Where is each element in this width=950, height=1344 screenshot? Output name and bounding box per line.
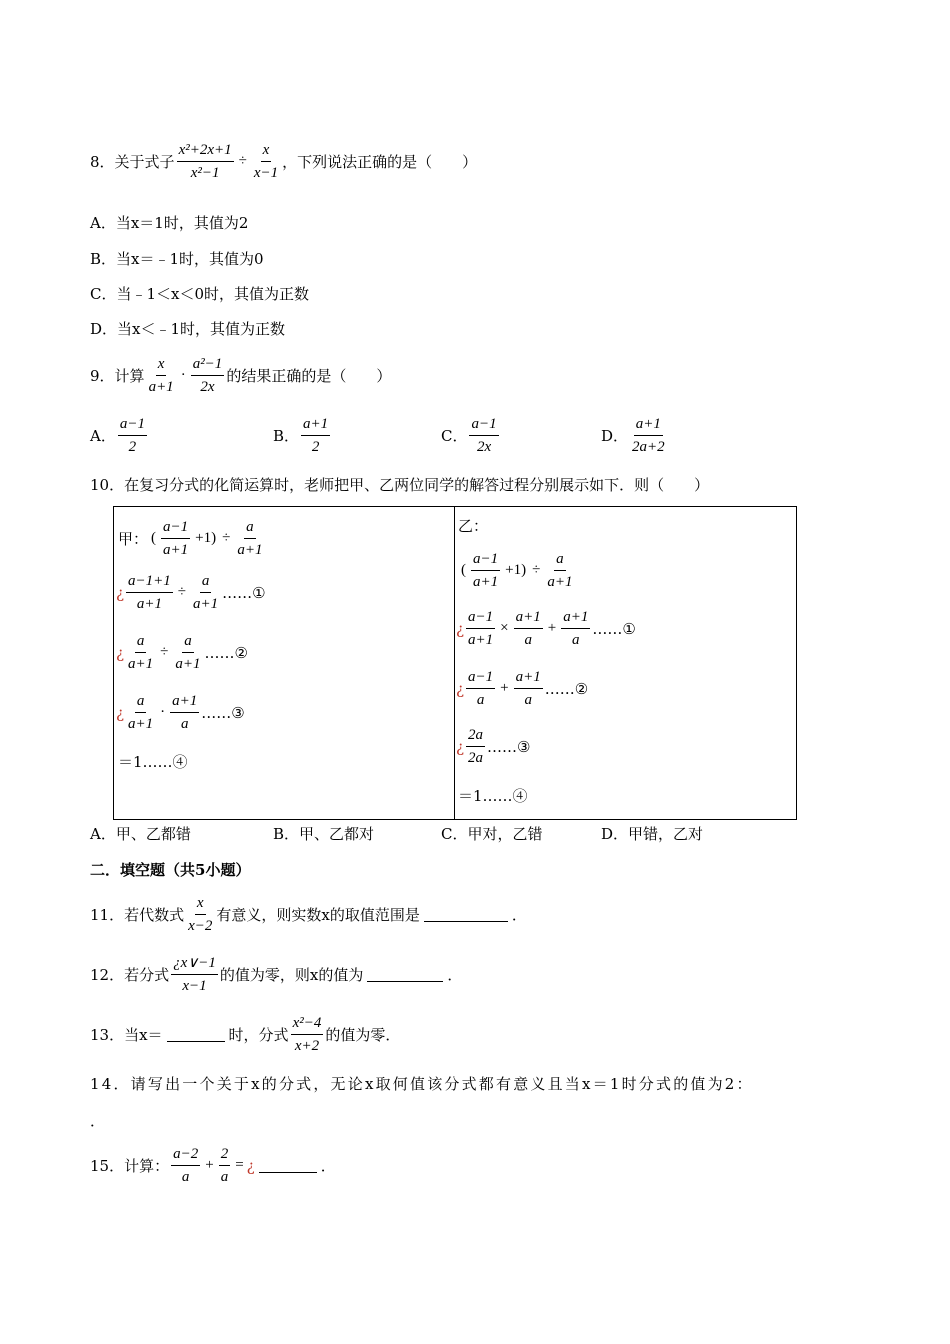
jia-line-4: ＝1……④ [118,753,188,771]
q11-answer-blank[interactable] [424,907,508,922]
q8-stem-tail: ，下列说法正确的是（ ） [282,153,478,171]
q8-fraction-1: $\frac{\text{x²+2x+1}}{\text{x²−1}}$ [178,142,232,181]
q15: 15．计算： $\frac{a-2}{a}$ + $\frac{2}{a}$ = ¿ ． [90,1146,336,1185]
jia-line-0: 甲： ( $\frac{a-1}{a+1}$ +1) ÷ $\frac{a}{a+1}$ [118,519,263,558]
q8-option-a[interactable]: A．当x＝1时，其值为2 [90,214,249,232]
yi-line-0: ( $\frac{a-1}{a+1}$ +1) ÷ $\frac{a}{a+1}$ [461,551,573,590]
q9-option-c[interactable]: C． $\frac{a-1}{2x}$ [441,416,497,455]
yi-line-4: ＝1……④ [458,787,528,805]
q12: 12．若分式 $\frac{¿x\vee-1}{x-1}$ 的值为零，则x的值为 ． [90,955,463,994]
q10-option-a[interactable]: A．甲、乙都错 [90,825,191,843]
jia-line-2: ¿ $\frac{a}{a+1}$ ÷ $\frac{a}{a+1}$ ……② [116,633,248,672]
q9-stem: 9． 计算 $\frac{x}{a+1}$ · $\frac{\text{a²−1}}{2x}$ 的结果正确的是（ ） [90,356,392,395]
jia-line-3: ¿ $\frac{a}{a+1}$ · $\frac{a+1}{a}$ ……③ [116,693,245,732]
q10-solution-table [113,506,797,820]
q14-continuation: ． [90,1112,106,1130]
q8-option-d[interactable]: D．当x＜﹣1时，其值为正数 [90,320,286,338]
table-divider [454,507,455,819]
q10-option-b[interactable]: B．甲、乙都对 [273,825,375,843]
q14: 14．请写出一个关于x的分式，无论x取何值该分式都有意义且当x＝1时分式的值为2： [90,1075,754,1093]
q10-option-c[interactable]: C．甲对，乙错 [441,825,543,843]
q12-answer-blank[interactable] [367,967,443,982]
q11: 11．若代数式 $\frac{x}{x-2}$ 有意义，则实数x的取值范围是 ． [90,895,527,934]
section-2-title: 二．填空题（共5小题） [90,861,251,879]
q8-number: 8． [90,153,115,171]
yi-line-3: ¿ $\frac{2a}{2a}$ ……③ [456,727,531,766]
q9-fraction-1: $\frac{x}{a+1}$ [148,356,174,395]
q10-stem: 10．在复习分式的化简运算时，老师把甲、乙两位同学的解答过程分别展示如下．则（ ） [90,476,710,494]
q13: 13．当x＝ 时，分式 $\frac{\text{x²−4}}{x+2}$ 的值为零． [90,1015,401,1054]
q9-option-a[interactable]: A． $\frac{a-1}{2}$ [90,416,145,455]
q9-option-d[interactable]: D． $\frac{a+1}{2a+2}$ [601,416,665,455]
yi-label: 乙： [458,517,489,535]
yi-line-2: ¿ $\frac{a-1}{a}$ + $\frac{a+1}{a}$ ……② [456,669,589,708]
q8-option-c[interactable]: C．当﹣1＜x＜0时，其值为正数 [90,285,310,303]
q8-stem-text: 关于式子 [114,153,175,171]
q13-answer-blank[interactable] [167,1027,225,1042]
divide-sign: ÷ [238,153,247,169]
multiply-dot: · [180,367,186,383]
q9-fraction-2: $\frac{\text{a²−1}}{2x}$ [192,356,223,395]
q8-option-b[interactable]: B．当x＝﹣1时，其值为0 [90,250,264,268]
q15-answer-blank[interactable] [259,1158,317,1173]
q8-stem [90,140,477,183]
jia-line-1: ¿ $\frac{a-1+1}{a+1}$ ÷ $\frac{a}{a+1}$ ……① [116,573,266,612]
q9-option-b[interactable]: B． $\frac{a+1}{2}$ [273,416,329,455]
q8-fraction-2: $\frac{x}{x-1}$ [253,142,279,181]
q10-option-d[interactable]: D．甲错，乙对 [601,825,704,843]
yi-line-1: ¿ $\frac{a-1}{a+1}$ × $\frac{a+1}{a}$ + $\frac{a+1}{a}$ ……① [456,609,636,648]
